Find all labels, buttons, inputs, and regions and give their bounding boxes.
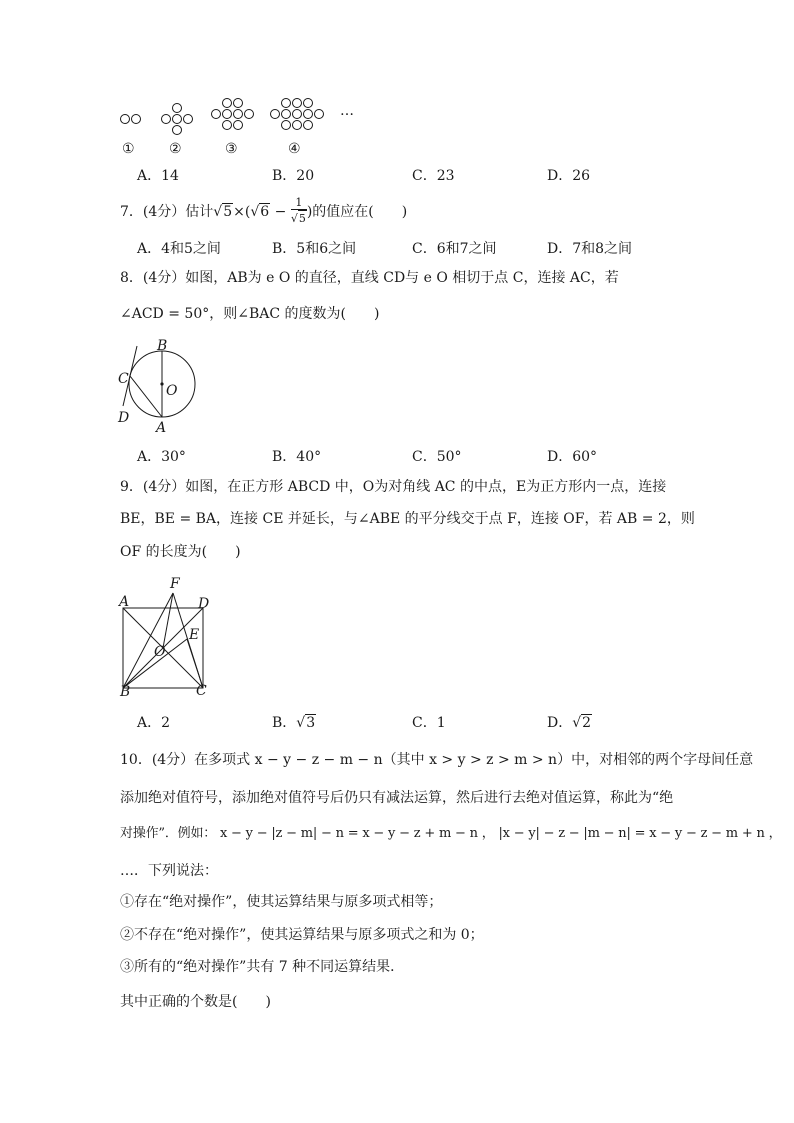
sqrt-sign: √ <box>572 715 582 731</box>
q9-line-3: OF 的长度为( ) <box>120 544 241 560</box>
pattern-3-circle <box>234 110 243 119</box>
pattern-2-circle <box>173 104 182 113</box>
pattern-4-circle <box>304 99 313 108</box>
q8-label-b: B <box>157 338 168 354</box>
q9-option-d[interactable] <box>547 712 592 732</box>
figure-label-1: ① <box>122 141 135 157</box>
figure-label-4: ④ <box>288 141 301 157</box>
q7-option-d[interactable]: D．7和8之间 <box>547 241 633 257</box>
q7-frac-num: 1 <box>291 197 307 210</box>
q9-option-c[interactable]: C．1 <box>412 715 446 731</box>
pattern-3-circle <box>234 121 243 130</box>
pattern-1-circle <box>132 115 141 124</box>
q10-line-3: 对操作”．例如： x − y − |z − m| − n = x − y − z + m − n ， |x − y| − z − |m − n| = x − y − z − m + n ， <box>120 826 782 841</box>
pattern-4-circle <box>293 110 302 119</box>
q9-line-1: 9．(4分）如图，在正方形 ABCD 中，O为对角线 AC 的中点，E为正方形内一点，连接 <box>120 479 667 495</box>
q9-option-b[interactable] <box>272 712 316 732</box>
q8-option-c[interactable]: C．50° <box>412 449 462 465</box>
q9-label-d: D <box>198 596 210 612</box>
q8-option-b[interactable]: B．40° <box>272 449 322 465</box>
pattern-3-circle <box>223 121 232 130</box>
pattern-4-circle <box>315 110 324 119</box>
pattern-4-circle <box>293 99 302 108</box>
center-dot <box>160 382 163 385</box>
pattern-3-circle <box>223 110 232 119</box>
q8-line-2: ∠ACD = 50°，则∠BAC 的度数为( ) <box>120 306 380 322</box>
sqrt-sign: √ <box>296 715 306 731</box>
q6-option-c[interactable]: C．23 <box>412 168 455 184</box>
q10-line-2: 添加绝对值符号，添加绝对值符号后仍只有减法运算，然后进行去绝对值运算，称此为“绝 <box>120 790 674 806</box>
pattern-4-circle <box>293 121 302 130</box>
sqrt-sign: √ <box>250 204 260 220</box>
pattern-2-circle <box>184 115 193 124</box>
circle-pattern-figures <box>0 0 794 140</box>
sqrt-sign: √ <box>213 204 223 220</box>
pattern-4-circle <box>282 99 291 108</box>
q9-label-e: E <box>189 627 200 643</box>
q9-label-a: A <box>119 594 130 610</box>
figure-label-2: ② <box>169 141 182 157</box>
pattern-ellipsis: … <box>340 103 354 119</box>
q7-root6: 6 <box>260 204 270 220</box>
pattern-4-circle <box>304 110 313 119</box>
q7-stem <box>120 197 407 227</box>
q9-label-f: F <box>170 576 180 592</box>
q7-option-b[interactable]: B．5和6之间 <box>272 241 357 257</box>
q7-frac-den: √5 <box>290 212 306 225</box>
q6-option-a[interactable]: A．14 <box>137 168 179 184</box>
q10-statement-3: ③所有的“绝对操作”共有 7 种不同运算结果． <box>120 959 405 975</box>
q9-option-d-root: 2 <box>582 715 592 731</box>
pattern-2-circle <box>173 126 182 135</box>
figure-label-3: ③ <box>225 141 238 157</box>
q7-minus: − <box>270 204 291 220</box>
chord-ac <box>130 376 162 417</box>
q8-line-1: 8．(4分）如图，AB为 e O 的直径，直线 CD与 e O 相切于点 C，连接 AC，若 <box>120 270 619 286</box>
pattern-3-circle <box>212 110 221 119</box>
pattern-3-circle <box>223 99 232 108</box>
pattern-3-circle <box>245 110 254 119</box>
q8-label-c: C <box>118 371 129 387</box>
q7-prefix: 7．(4分）估计 <box>120 204 214 220</box>
q7-option-a[interactable]: A．4和5之间 <box>137 241 221 257</box>
q6-option-b[interactable]: B．20 <box>272 168 315 184</box>
q7-option-c[interactable]: C．6和7之间 <box>412 241 497 257</box>
q9-option-b-root: 3 <box>306 715 316 731</box>
q8-label-d: D <box>118 410 130 426</box>
q8-option-a[interactable]: A．30° <box>137 449 186 465</box>
q9-label-c: C <box>196 683 207 699</box>
q9-option-d-label: D． <box>547 715 573 731</box>
pattern-4-circle <box>271 110 280 119</box>
q7-root5: 5 <box>223 204 233 220</box>
q9-option-a[interactable]: A．2 <box>137 715 171 731</box>
q6-option-d[interactable]: D．26 <box>547 168 591 184</box>
q8-option-d[interactable]: D．60° <box>547 449 598 465</box>
q10-question: 其中正确的个数是( ) <box>120 994 271 1010</box>
q10-statement-2: ②不存在“绝对操作”，使其运算结果与原多项式之和为 0； <box>120 927 484 943</box>
q8-label-a: A <box>156 420 167 436</box>
pattern-4-circle <box>282 110 291 119</box>
q7-fraction <box>291 197 307 227</box>
pattern-4-circle <box>304 121 313 130</box>
q7-times: ×( <box>233 204 251 220</box>
pattern-1-circle <box>121 115 130 124</box>
pattern-2-circle <box>162 115 171 124</box>
segment-bf <box>123 593 173 688</box>
q9-line-2: BE，BE = BA，连接 CE 并延长，与∠ABE 的平分线交于点 F，连接 OF，若 AB = 2，则 <box>120 511 695 527</box>
q9-label-b: B <box>120 684 131 700</box>
q10-statement-1: ①存在“绝对操作”，使其运算结果与原多项式相等； <box>120 894 443 910</box>
q9-option-b-label: B． <box>272 715 297 731</box>
pattern-2-circle <box>173 115 182 124</box>
q7-suffix: )的值应在( ) <box>306 204 408 220</box>
q8-label-o: O <box>166 383 178 399</box>
q10-line-4: …．下列说法： <box>120 863 218 879</box>
pattern-4-circle <box>282 121 291 130</box>
q9-label-o: O <box>154 644 166 660</box>
pattern-3-circle <box>234 99 243 108</box>
q10-line-1: 10．(4分）在多项式 x − y − z − m − n（其中 x > y > z > m > n）中，对相邻的两个字母间任意 <box>120 752 754 768</box>
